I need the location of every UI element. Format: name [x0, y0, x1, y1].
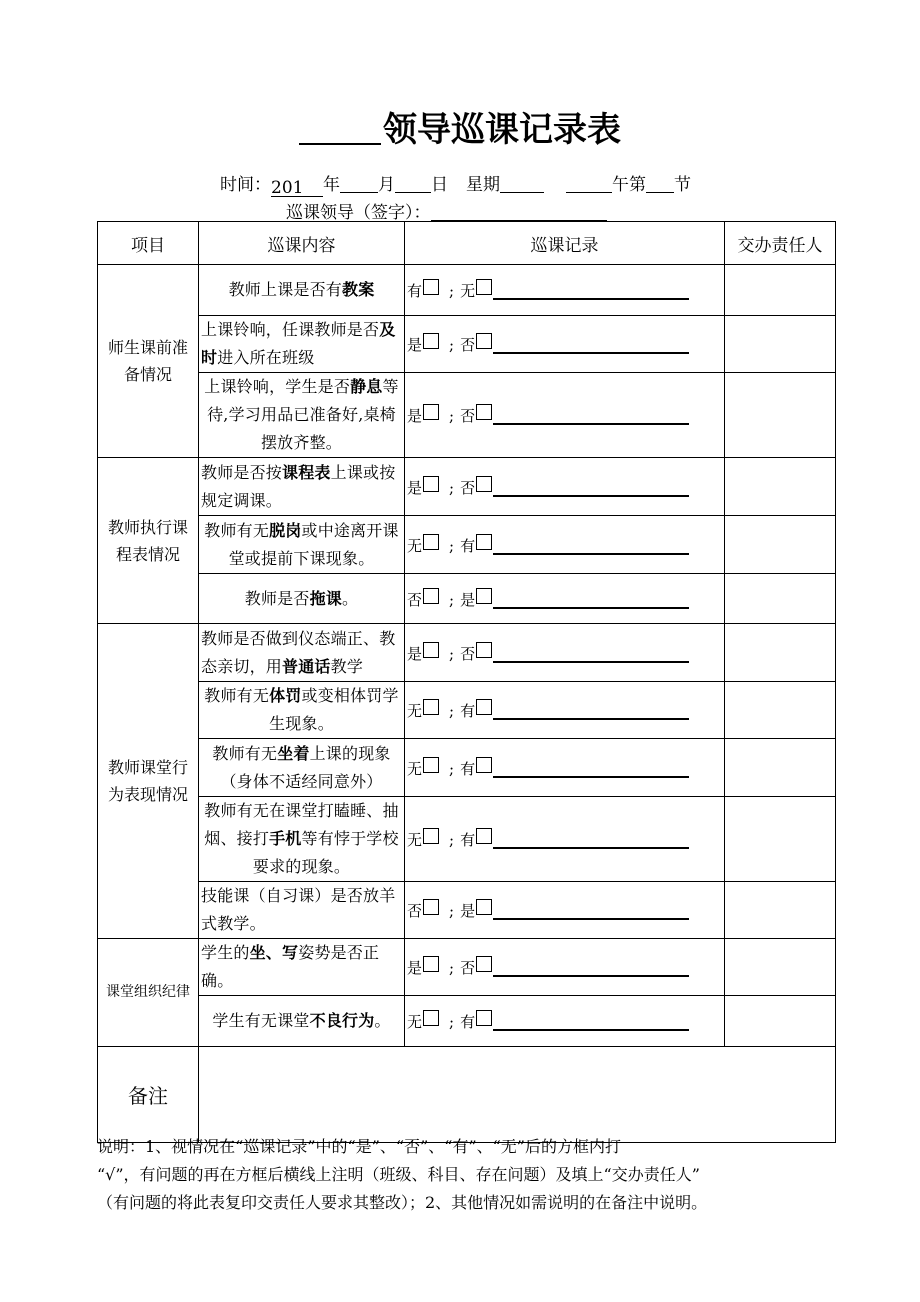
responsible-person-cell[interactable]	[725, 682, 836, 739]
responsible-person-cell[interactable]	[725, 516, 836, 574]
checkbox-option-2[interactable]	[476, 588, 492, 604]
checkbox-option-2[interactable]	[476, 534, 492, 550]
emphasis-text: 坐着	[277, 743, 310, 763]
category-cell: 师生课前准备情况	[98, 265, 199, 458]
separator: ;	[449, 590, 455, 609]
record-cell	[405, 939, 725, 996]
table-row	[98, 458, 836, 516]
option-2-label: 无	[460, 282, 476, 300]
year-field[interactable]: 201	[271, 178, 323, 197]
option-2-label: 有	[460, 831, 476, 849]
inspection-item	[199, 574, 405, 624]
emphasis-text: 手机	[269, 829, 302, 848]
responsible-person-cell[interactable]	[725, 882, 836, 939]
remark-line[interactable]	[493, 762, 689, 778]
remark-line[interactable]	[493, 833, 689, 849]
item-text: 等待,学习用品已准备好,桌椅摆放齐整。	[207, 377, 399, 452]
month-field[interactable]	[340, 174, 378, 193]
emphasis-text: 体罚	[269, 686, 302, 705]
table-row	[98, 624, 836, 682]
responsible-person-cell[interactable]	[725, 996, 836, 1047]
checkbox-option-1[interactable]	[423, 279, 439, 295]
item-text: 。	[374, 1011, 391, 1030]
checkbox-option-1[interactable]	[423, 588, 439, 604]
emphasis-text: 及时	[201, 320, 396, 367]
checkbox-option-2[interactable]	[476, 899, 492, 915]
item-text: 教师是否做到仪态端正、教态亲切，用	[201, 628, 396, 676]
leader-row: 巡课领导（签字）：	[286, 198, 607, 223]
responsible-person-cell[interactable]	[725, 265, 836, 316]
table-row	[98, 516, 836, 574]
record-cell	[405, 265, 725, 316]
option-2-label: 有	[460, 702, 476, 720]
page-title	[0, 102, 920, 151]
option-1-label: 是	[407, 478, 423, 497]
category-cell: 课堂组织纪律	[98, 939, 199, 1047]
inspection-item	[199, 516, 405, 574]
table-row	[98, 797, 836, 882]
separator: ;	[449, 282, 455, 300]
remark-line[interactable]	[493, 704, 689, 720]
remarks-row	[98, 1047, 836, 1143]
separator: ;	[449, 759, 455, 778]
inspection-item	[199, 373, 405, 458]
checkbox-option-1[interactable]	[423, 476, 439, 492]
inspection-item	[199, 265, 405, 316]
record-cell	[405, 373, 725, 458]
separator: ;	[449, 1013, 455, 1031]
title-text: 领导巡课记录表	[383, 110, 621, 150]
remarks-field[interactable]	[199, 1047, 836, 1143]
category-cell: 教师课堂行为表现情况	[98, 624, 199, 939]
option-2-label: 否	[460, 644, 476, 663]
option-1-label: 无	[407, 831, 423, 849]
record-cell	[405, 516, 725, 574]
inspection-item	[199, 797, 405, 882]
responsible-person-cell[interactable]	[725, 316, 836, 373]
item-text: 教师是否	[244, 588, 310, 608]
option-2-label: 有	[460, 1013, 476, 1031]
inspection-item	[199, 316, 405, 373]
checkbox-option-1[interactable]	[423, 333, 439, 349]
inspection-item	[199, 996, 405, 1047]
inspection-table	[97, 221, 836, 1143]
item-text: 或中途离开课堂或提前下课现象。	[228, 520, 399, 568]
option-2-label: 否	[460, 407, 476, 425]
item-text: 教师有无	[204, 520, 270, 540]
separator: ;	[449, 536, 455, 555]
responsible-person-cell[interactable]	[725, 739, 836, 797]
item-text: 教师是否按	[201, 462, 283, 482]
item-text: 。	[342, 588, 359, 608]
checkbox-option-2[interactable]	[476, 476, 492, 492]
record-cell	[405, 739, 725, 797]
remark-line[interactable]	[493, 338, 689, 354]
option-2-label: 有	[460, 759, 476, 778]
option-2-label: 否	[460, 336, 476, 354]
checkbox-option-1[interactable]	[423, 1010, 439, 1026]
inspection-item	[199, 882, 405, 939]
header-item: 项目	[98, 222, 199, 265]
category-cell: 教师执行课程表情况	[98, 458, 199, 624]
checkbox-option-2[interactable]	[476, 1010, 492, 1026]
item-text: 教学	[330, 656, 364, 676]
responsible-person-cell[interactable]	[725, 458, 836, 516]
item-text: 教师有无在课堂打瞌睡、抽烟、接打	[204, 801, 399, 848]
separator: ;	[449, 407, 455, 425]
remark-line[interactable]	[493, 593, 689, 609]
checkbox-option-1[interactable]	[423, 757, 439, 773]
option-2-label: 是	[460, 902, 476, 920]
checkbox-option-2[interactable]	[476, 279, 492, 295]
table-row	[98, 574, 836, 624]
leader-signature-field[interactable]	[431, 202, 607, 221]
instructions	[97, 1133, 842, 1217]
remark-line[interactable]	[493, 481, 689, 497]
record-cell	[405, 316, 725, 373]
option-2-label: 否	[460, 959, 476, 977]
record-cell	[405, 624, 725, 682]
remark-line[interactable]	[493, 409, 689, 425]
period-field[interactable]	[646, 174, 674, 193]
remark-line[interactable]	[493, 539, 689, 555]
option-2-label: 有	[460, 536, 476, 555]
checkbox-option-2[interactable]	[476, 404, 492, 420]
emphasis-text: 课程表	[282, 462, 331, 482]
item-text: 学生有无课堂	[212, 1011, 310, 1030]
option-1-label: 无	[407, 702, 423, 720]
separator: ;	[449, 336, 455, 354]
item-text: 或变相体罚学生现象。	[269, 686, 399, 733]
separator: ;	[449, 644, 455, 663]
emphasis-text: 拖课	[309, 588, 342, 608]
emphasis-text: 不良行为	[309, 1011, 375, 1030]
record-cell	[405, 996, 725, 1047]
item-text: 教师上课是否有	[228, 280, 342, 299]
inspection-item	[199, 624, 405, 682]
item-text: 姿势是否正确。	[201, 943, 380, 990]
remark-line[interactable]	[493, 284, 689, 300]
inspection-item	[199, 458, 405, 516]
separator: ;	[449, 478, 455, 497]
emphasis-text: 教案	[342, 280, 375, 299]
inspection-item	[199, 682, 405, 739]
option-1-label: 无	[407, 759, 423, 778]
instruction-line: （有问题的将此表复印交责任人要求其整改）；2、其他情况如需说明的在备注中说明。	[97, 1193, 708, 1212]
ampm-field[interactable]	[566, 174, 612, 193]
option-1-label: 是	[407, 644, 423, 663]
option-1-label: 无	[407, 1013, 423, 1031]
option-1-label: 是	[407, 407, 423, 425]
item-text: 等有悖于学校要求的现象。	[252, 829, 399, 876]
remark-line[interactable]	[493, 647, 689, 663]
emphasis-text: 普通话	[282, 656, 331, 676]
checkbox-option-1[interactable]	[423, 699, 439, 715]
emphasis-text: 坐、写	[249, 943, 299, 962]
weekday-field[interactable]	[500, 174, 544, 193]
item-text: 上课铃响，任课教师是否	[201, 320, 380, 339]
record-cell	[405, 797, 725, 882]
header-content: 巡课内容	[199, 222, 405, 265]
checkbox-option-1[interactable]	[423, 899, 439, 915]
responsible-person-cell[interactable]	[725, 373, 836, 458]
item-text: 上课的现象（身体不适经同意外）	[220, 743, 391, 791]
record-cell	[405, 574, 725, 624]
table-row	[98, 739, 836, 797]
item-text: 教师有无	[212, 743, 278, 763]
day-field[interactable]	[395, 174, 431, 193]
separator: ;	[449, 959, 455, 977]
header-record: 巡课记录	[405, 222, 725, 265]
record-cell	[405, 458, 725, 516]
table-header-row	[98, 222, 836, 265]
emphasis-text: 脱岗	[269, 520, 302, 540]
record-cell	[405, 682, 725, 739]
option-2-label: 是	[460, 590, 476, 609]
checkbox-option-2[interactable]	[476, 956, 492, 972]
checkbox-option-1[interactable]	[423, 956, 439, 972]
table-row	[98, 265, 836, 316]
option-1-label: 否	[407, 902, 423, 920]
table-row	[98, 939, 836, 996]
checkbox-option-2[interactable]	[476, 333, 492, 349]
inspection-item	[199, 739, 405, 797]
remark-line[interactable]	[493, 961, 689, 977]
item-text: 上课或按规定调课。	[201, 462, 396, 510]
title-blank[interactable]	[299, 109, 381, 145]
record-cell	[405, 882, 725, 939]
item-text: 上课铃响，学生是否	[204, 377, 351, 396]
inspection-item	[199, 939, 405, 996]
remark-line[interactable]	[493, 904, 689, 920]
separator: ;	[449, 702, 455, 720]
remarks-label: 备注	[98, 1047, 199, 1143]
remark-line[interactable]	[493, 1015, 689, 1031]
option-1-label: 是	[407, 336, 423, 354]
checkbox-option-1[interactable]	[423, 642, 439, 658]
table-row	[98, 682, 836, 739]
instruction-line: 说明：1、视情况在“巡课记录”中的“是”、“否”、“有”、“无”后的方框内打	[97, 1137, 621, 1156]
option-1-label: 无	[407, 536, 423, 555]
item-text: 学生的	[201, 943, 250, 962]
option-2-label: 否	[460, 478, 476, 497]
option-1-label: 是	[407, 959, 423, 977]
time-row: 时间：201 年 月 日 星期 午第 节	[220, 175, 691, 198]
item-text: 教师有无	[204, 686, 270, 705]
checkbox-option-2[interactable]	[476, 828, 492, 844]
item-text: 技能课（自习课）是否放羊式教学。	[201, 886, 396, 933]
instruction-line: “√”，有问题的再在方框后横线上注明（班级、科目、存在问题）及填上“交办责任人”	[97, 1165, 700, 1184]
table-row	[98, 373, 836, 458]
item-text: 进入所在班级	[217, 348, 315, 367]
separator: ;	[449, 831, 455, 849]
responsible-person-cell[interactable]	[725, 939, 836, 996]
table-row	[98, 882, 836, 939]
emphasis-text: 静息	[350, 377, 383, 396]
responsible-person-cell[interactable]	[725, 624, 836, 682]
separator: ;	[449, 902, 455, 920]
checkbox-option-2[interactable]	[476, 757, 492, 773]
checkbox-option-1[interactable]	[423, 828, 439, 844]
checkbox-option-2[interactable]	[476, 699, 492, 715]
header-responsible: 交办责任人	[725, 222, 836, 265]
table-row	[98, 316, 836, 373]
checkbox-option-2[interactable]	[476, 642, 492, 658]
responsible-person-cell[interactable]	[725, 574, 836, 624]
responsible-person-cell[interactable]	[725, 797, 836, 882]
checkbox-option-1[interactable]	[423, 404, 439, 420]
option-1-label: 有	[407, 282, 423, 300]
option-1-label: 否	[407, 590, 423, 609]
table-row	[98, 996, 836, 1047]
checkbox-option-1[interactable]	[423, 534, 439, 550]
